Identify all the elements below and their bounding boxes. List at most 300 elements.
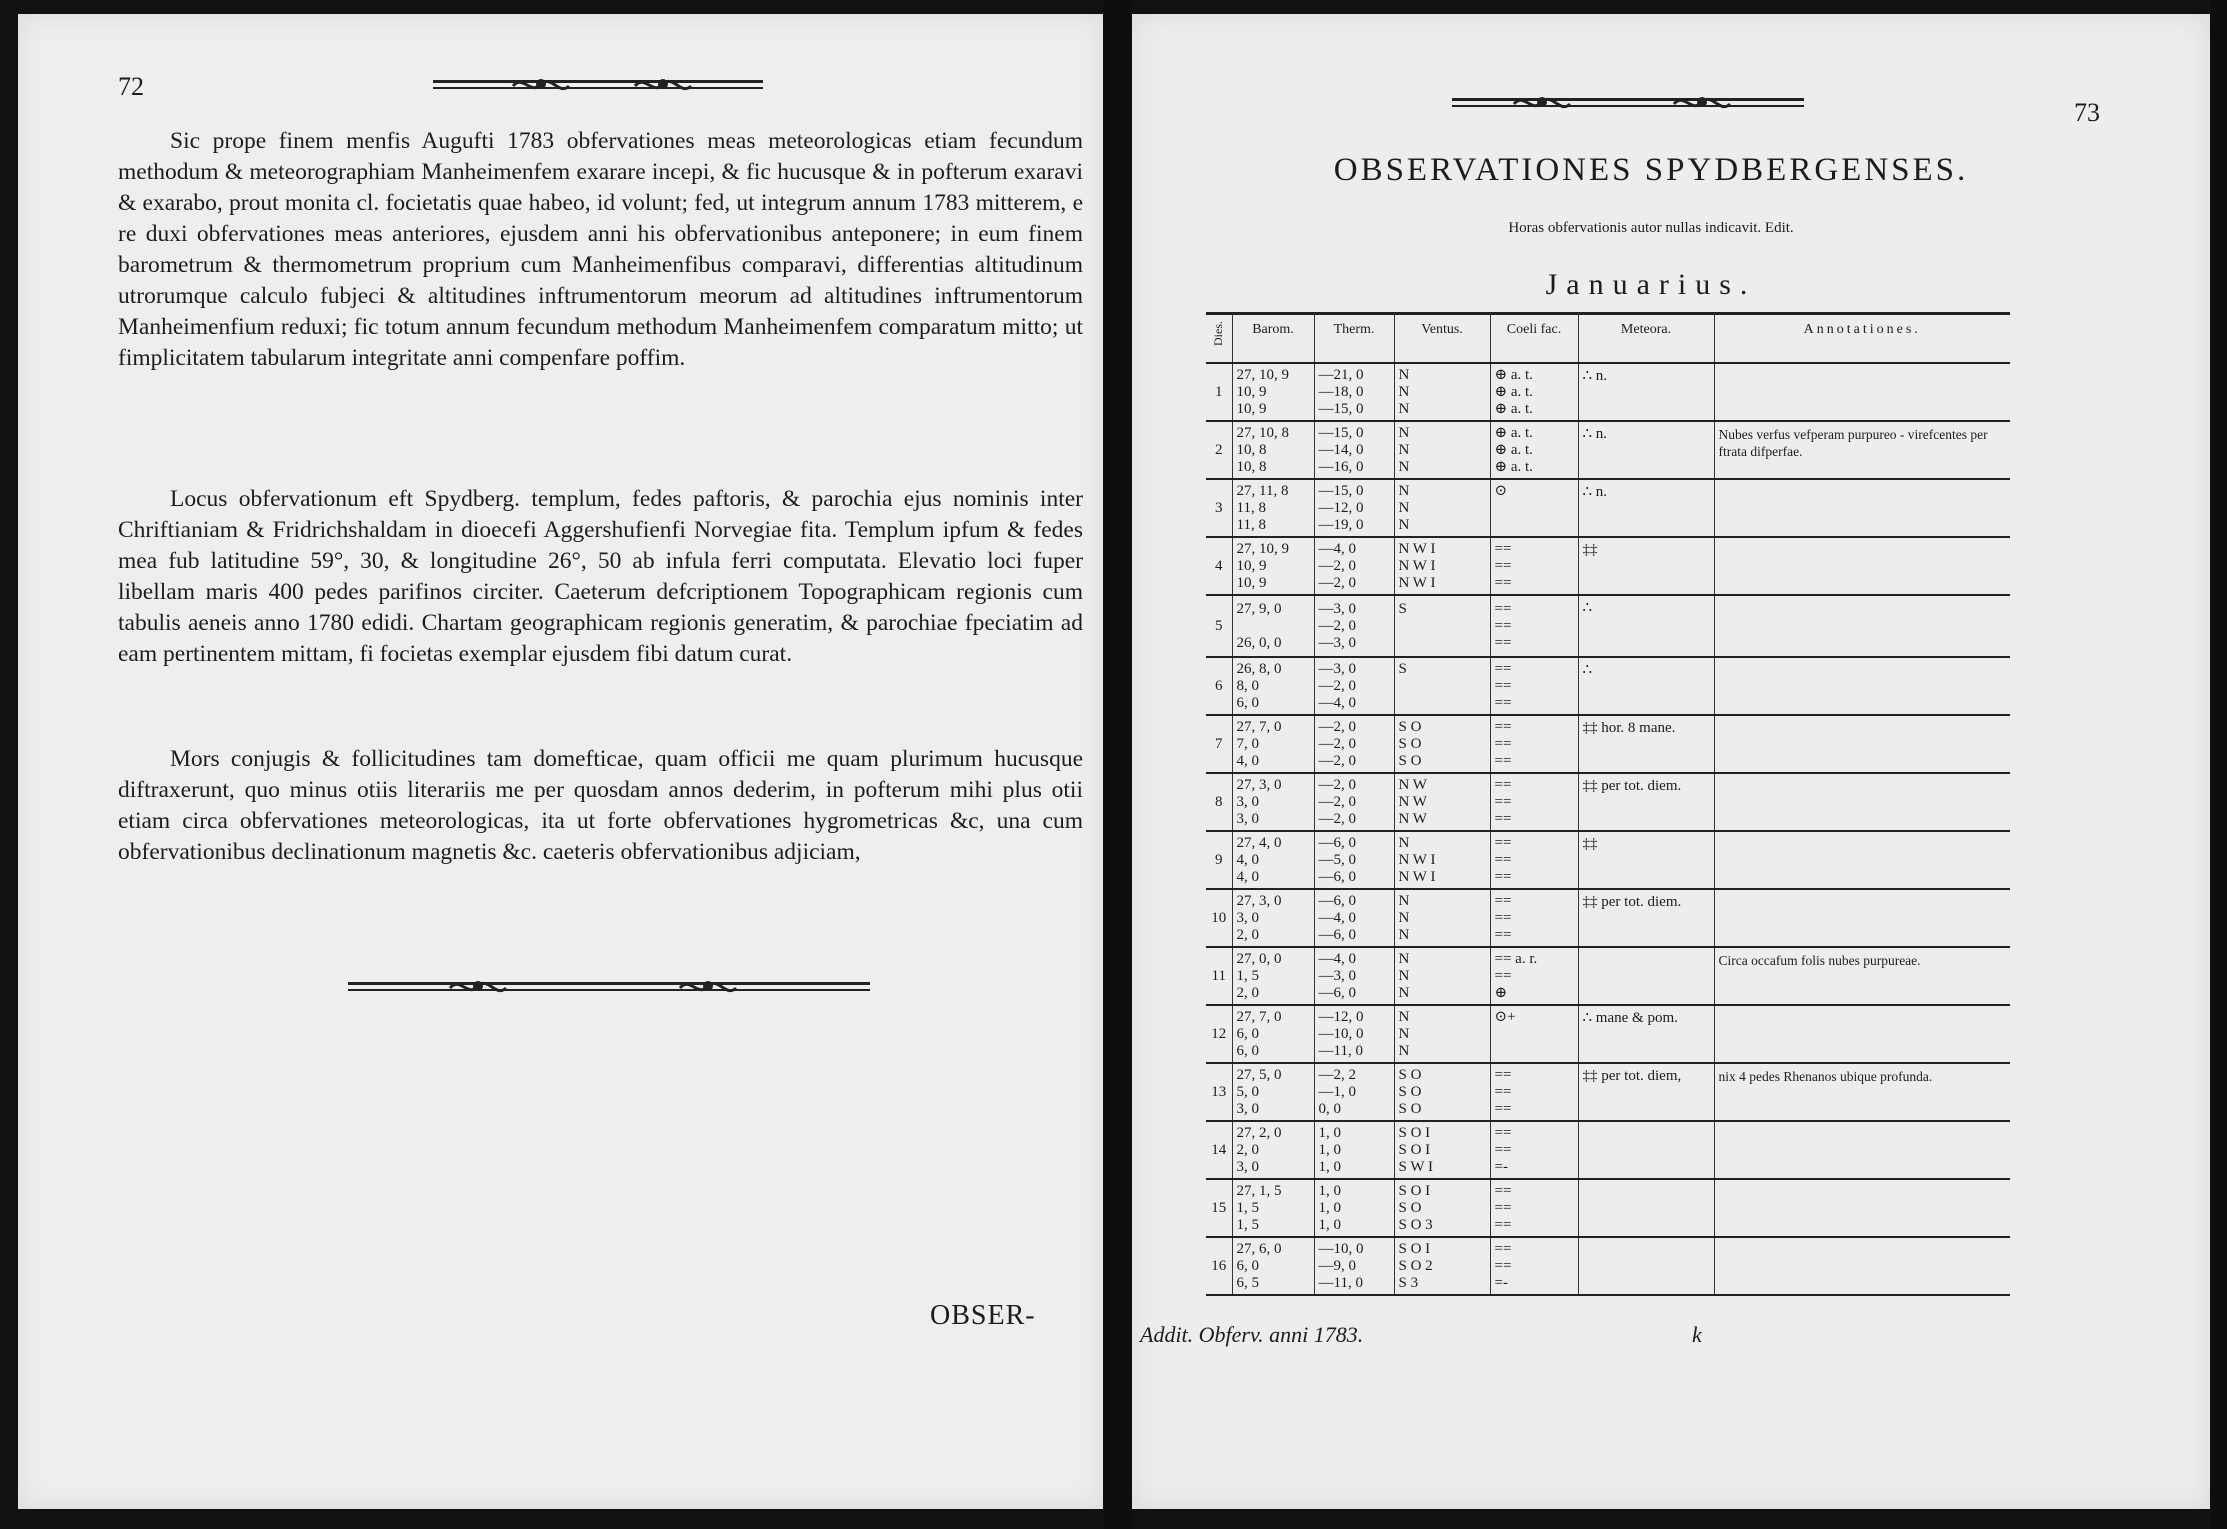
coeli-line: == (1494, 600, 1512, 617)
table-row (1206, 1063, 2010, 1121)
meteora-cell (1578, 715, 1714, 773)
coeli-line: =- (1494, 1158, 1508, 1175)
ventus-line: S (1398, 600, 1407, 617)
ventus-line: S O I (1398, 1240, 1431, 1257)
day-cell: 7 (1206, 715, 1232, 773)
coeli-line: == (1494, 1240, 1512, 1257)
meteora-cell (1578, 773, 1714, 831)
ventus-line: N W I (1398, 557, 1436, 574)
ventus-cell (1394, 363, 1490, 421)
day-cell: 11 (1206, 947, 1232, 1005)
barom-line: 3, 0 (1236, 1100, 1259, 1117)
ventus-line (1399, 695, 1486, 712)
therm-line: —2, 0 (1318, 810, 1356, 827)
table-row (1206, 1237, 2010, 1295)
coeli-line: == (1494, 1257, 1512, 1274)
ventus-line: S O I (1398, 1124, 1431, 1141)
barom-line: 10, 8 (1236, 458, 1267, 475)
meteora-cell (1578, 1237, 1714, 1295)
coeli-cell (1490, 421, 1578, 479)
meteora-cell (1578, 947, 1714, 1005)
annot-cell (1714, 1179, 2010, 1237)
annot-text: Nubes verfus vefperam purpureo - virefcentes per ftrata difperfae. (1718, 427, 1988, 459)
barom-cell (1232, 537, 1314, 595)
barom-line: 27, 4, 0 (1236, 834, 1282, 851)
therm-cell (1314, 657, 1394, 715)
meteora-cell (1578, 831, 1714, 889)
barom-line: 5, 0 (1236, 1083, 1259, 1100)
observations-table (1206, 312, 2010, 1296)
therm-line: —10, 0 (1318, 1240, 1364, 1257)
ventus-line: S O (1398, 735, 1422, 752)
day-cell: 6 (1206, 657, 1232, 715)
coeli-line: == (1494, 1124, 1512, 1141)
annot-cell (1714, 831, 2010, 889)
ventus-line: N (1398, 424, 1410, 441)
meteora-cell (1578, 595, 1714, 657)
therm-line: —2, 0 (1318, 735, 1356, 752)
therm-line: —2, 0 (1318, 776, 1356, 793)
coeli-line: =- (1494, 1274, 1508, 1291)
coeli-line: == (1494, 1100, 1512, 1117)
coeli-line: == (1494, 851, 1512, 868)
table-row (1206, 715, 2010, 773)
ventus-line (1399, 635, 1486, 652)
barom-cell (1232, 1063, 1314, 1121)
barom-line: 10, 9 (1236, 574, 1267, 591)
coeli-line: == (1494, 617, 1512, 634)
barom-line: 27, 10, 8 (1236, 424, 1289, 441)
ventus-line: N (1398, 441, 1410, 458)
therm-line: —2, 0 (1318, 793, 1356, 810)
ventus-line: N (1398, 383, 1410, 400)
therm-line: —18, 0 (1318, 383, 1364, 400)
table-row (1206, 1005, 2010, 1063)
header-annotationes: Annotationes. (1714, 314, 2010, 364)
ventus-line: N (1398, 499, 1410, 516)
day-cell: 5 (1206, 595, 1232, 657)
meteora-text: ‡‡ (1582, 836, 1598, 852)
barom-line: 27, 3, 0 (1236, 776, 1282, 793)
barom-line: 1, 5 (1236, 1216, 1259, 1233)
ventus-line: S O (1398, 752, 1422, 769)
coeli-line: ⊙+ (1494, 1008, 1516, 1025)
table-row (1206, 947, 2010, 1005)
therm-line: —6, 0 (1318, 834, 1356, 851)
barom-line: 10, 8 (1236, 441, 1267, 458)
page-subtitle: Horas obfervationis autor nullas indicavit. Edit. (1508, 220, 1794, 236)
therm-cell (1314, 889, 1394, 947)
table-row (1206, 1179, 2010, 1237)
meteora-text: ‡‡ per tot. diem, (1582, 1068, 1682, 1084)
coeli-cell (1490, 889, 1578, 947)
barom-line: 10, 9 (1236, 383, 1267, 400)
annot-cell (1714, 595, 2010, 657)
barom-cell (1232, 363, 1314, 421)
page-number: 72 (118, 72, 144, 101)
meteora-text: ∴ n. (1582, 426, 1608, 442)
day-cell: 15 (1206, 1179, 1232, 1237)
therm-cell (1314, 1121, 1394, 1179)
coeli-line: ⊕ a. t. (1494, 400, 1533, 417)
header-ornament (1452, 92, 1804, 114)
therm-line: —6, 0 (1318, 868, 1356, 885)
coeli-line: ⊕ a. t. (1494, 441, 1533, 458)
barom-line: 11, 8 (1236, 499, 1266, 516)
therm-line: —2, 0 (1318, 718, 1356, 735)
ventus-line: S O I (1398, 1141, 1431, 1158)
ventus-line: S O (1398, 1100, 1422, 1117)
barom-cell (1232, 1237, 1314, 1295)
therm-line: —10, 0 (1318, 1025, 1364, 1042)
therm-line: —15, 0 (1318, 424, 1364, 441)
coeli-line: == (1494, 810, 1512, 827)
coeli-line (1495, 517, 1574, 534)
page-number: 73 (2074, 98, 2100, 127)
therm-line: —3, 0 (1318, 967, 1356, 984)
therm-line: 1, 0 (1318, 1124, 1341, 1141)
ventus-line: S 3 (1398, 1274, 1419, 1291)
annot-cell (1714, 773, 2010, 831)
annot-cell (1714, 1237, 2010, 1295)
ventus-line (1399, 678, 1486, 695)
meteora-text: ∴ mane & pom. (1582, 1010, 1678, 1026)
therm-cell (1314, 363, 1394, 421)
therm-line: —4, 0 (1318, 540, 1356, 557)
therm-line: —2, 0 (1318, 752, 1356, 769)
annot-text: nix 4 pedes Rhenanos ubique profunda. (1718, 1069, 1933, 1084)
barom-line: 4, 0 (1236, 868, 1259, 885)
barom-line: 10, 9 (1236, 400, 1267, 417)
barom-line: 6, 0 (1236, 1042, 1259, 1059)
ventus-line: N (1398, 926, 1410, 943)
therm-line: —11, 0 (1318, 1274, 1363, 1291)
coeli-line (1495, 1043, 1574, 1060)
ventus-cell (1394, 421, 1490, 479)
coeli-cell (1490, 773, 1578, 831)
coeli-line (1495, 500, 1574, 517)
ventus-line: N (1398, 516, 1410, 533)
barom-cell (1232, 421, 1314, 479)
therm-line: —3, 0 (1318, 600, 1356, 617)
ventus-cell (1394, 831, 1490, 889)
ventus-line: S O I (1398, 1182, 1431, 1199)
therm-line: —4, 0 (1318, 950, 1356, 967)
meteora-text: ‡‡ per tot. diem. (1582, 778, 1682, 794)
annot-cell (1714, 657, 2010, 715)
coeli-line: == (1494, 752, 1512, 769)
meteora-text: ∴ n. (1582, 368, 1608, 384)
ventus-line: N (1398, 984, 1410, 1001)
annot-text: Circa occafum folis nubes purpureae. (1718, 953, 1921, 968)
meteora-cell (1578, 537, 1714, 595)
therm-line: 0, 0 (1318, 1100, 1341, 1117)
therm-cell (1314, 421, 1394, 479)
table-row (1206, 363, 2010, 421)
ventus-line: N (1398, 967, 1410, 984)
coeli-line (1495, 1026, 1574, 1043)
ventus-cell (1394, 1237, 1490, 1295)
meteora-cell (1578, 363, 1714, 421)
therm-line: —16, 0 (1318, 458, 1364, 475)
barom-line: 4, 0 (1236, 752, 1259, 769)
barom-line: 27, 6, 0 (1236, 1240, 1282, 1257)
therm-line: —19, 0 (1318, 516, 1364, 533)
ventus-line: N (1398, 458, 1410, 475)
paragraph-3: Mors conjugis & follicitudines tam domefticae, quam officii me quam plurimum hucusque diftraxerunt, quo minus otiis literariis me per quosdam annos dederim, in pofterum mihi plus otii etiam circa obfervationes meteorologicas, ita ut forte obfervationes hygrometricas &c, una cum obfervationibus declinationum magnetis &c. caeteris obfervationibus adjiciam, (118, 746, 1083, 865)
day-cell: 2 (1206, 421, 1232, 479)
day-cell: 12 (1206, 1005, 1232, 1063)
coeli-cell (1490, 831, 1578, 889)
therm-line: —1, 0 (1318, 1083, 1356, 1100)
meteora-text: ‡‡ per tot. diem. (1582, 894, 1682, 910)
ventus-line: S O (1398, 1199, 1422, 1216)
ventus-line: N W (1398, 810, 1427, 827)
coeli-cell (1490, 1179, 1578, 1237)
meteora-text: ‡‡ (1582, 542, 1598, 558)
coeli-cell (1490, 1121, 1578, 1179)
annot-cell (1714, 479, 2010, 537)
ventus-line: N W (1398, 776, 1427, 793)
meteora-cell (1578, 1063, 1714, 1121)
coeli-line: == (1494, 1216, 1512, 1233)
day-cell: 13 (1206, 1063, 1232, 1121)
ventus-line: N (1398, 834, 1410, 851)
catchword: OBSER- (930, 1300, 1036, 1331)
therm-cell (1314, 1005, 1394, 1063)
coeli-line: == (1494, 718, 1512, 735)
table-row (1206, 773, 2010, 831)
coeli-line: ⊕ (1494, 984, 1508, 1001)
table-header-row (1206, 314, 2010, 364)
coeli-line: == (1494, 634, 1512, 651)
day-cell: 10 (1206, 889, 1232, 947)
therm-line: 1, 0 (1318, 1141, 1341, 1158)
annot-cell (1714, 421, 2010, 479)
therm-line: —14, 0 (1318, 441, 1364, 458)
ventus-line: N (1398, 950, 1410, 967)
coeli-line: == (1494, 1182, 1512, 1199)
barom-line: 27, 10, 9 (1236, 540, 1289, 557)
therm-cell (1314, 595, 1394, 657)
barom-cell (1232, 773, 1314, 831)
barom-line: 1, 5 (1236, 967, 1259, 984)
coeli-line: == (1494, 1083, 1512, 1100)
annot-cell (1714, 1121, 2010, 1179)
meteora-text: ∴ (1582, 662, 1593, 678)
ventus-cell (1394, 657, 1490, 715)
therm-line: —6, 0 (1318, 926, 1356, 943)
table-row (1206, 657, 2010, 715)
barom-line: 3, 0 (1236, 1158, 1259, 1175)
ventus-cell (1394, 889, 1490, 947)
paragraph-1: Sic prope finem menfis Augufti 1783 obfervationes meas meteorologicas etiam fecundum methodum & meteorographiam Manheimenfem exarare incepi, & fic hucusque & in pofterum exaravi & exarabo, prout monita cl. focietatis quae habeo, id volunt; fed, ut integrum annum 1783 mitterem, e re duxi obfervationes meas anteriores, ejusdem anni his obfervationibus anteponere; in eum finem barometrum & thermometrum proprium cum Manheimenfibus comparavi, differentias altitudinum utrorumque calculo fubjeci & altitudines inftrumentorum meorum ad altitudines inftrumentorum Manheimenfium reduxi; fic totum annum fecundum methodum Manheimenfem comparatum mitto; ut fimplicitatem tabularum integritate anni compenfare poffim. (118, 128, 1083, 371)
barom-line: 6, 5 (1236, 1274, 1259, 1291)
coeli-line: ⊕ a. t. (1494, 458, 1533, 475)
ventus-line: S O (1398, 1066, 1422, 1083)
paragraph-2: Locus obfervationum eft Spydberg. templum, fedes paftoris, & parochia ejus nominis inter Chriftianiam & Fridrichshaldam in dioecefi Aggershufienfi Norvegiae fita. Templum ipfum & fedes mea fub latitudine 59°, 30, & longitudine 26°, 50 ab infula ferri computata. Elevatio loci fuper libellam maris 400 pedes parifinos circiter. Caeterum defcriptionem Topographicam regionis cum tabulis aeneis anno 1780 edidi. Chartam geographicam regionis generatim, & parochiae fpeciatim ad eam pertinentem mittam, fi focietas exemplar ejusdem fibi datum curat. (118, 486, 1083, 667)
barom-line: 27, 3, 0 (1236, 892, 1282, 909)
barom-line: 2, 0 (1236, 1141, 1259, 1158)
barom-line: 6, 0 (1236, 694, 1259, 711)
annot-cell (1714, 1063, 2010, 1121)
therm-cell (1314, 1179, 1394, 1237)
therm-line: —3, 0 (1318, 634, 1356, 651)
coeli-line: == (1494, 776, 1512, 793)
table-row (1206, 421, 2010, 479)
ventus-line: N W I (1398, 851, 1436, 868)
coeli-line: == (1494, 694, 1512, 711)
barom-line: 1, 5 (1236, 1199, 1259, 1216)
coeli-cell (1490, 595, 1578, 657)
therm-cell (1314, 715, 1394, 773)
coeli-cell (1490, 947, 1578, 1005)
barom-line: 11, 8 (1236, 516, 1266, 533)
ventus-cell (1394, 1063, 1490, 1121)
therm-cell (1314, 479, 1394, 537)
therm-line: —2, 2 (1318, 1066, 1356, 1083)
table-row (1206, 889, 2010, 947)
coeli-line: == (1494, 574, 1512, 591)
coeli-line: == (1494, 834, 1512, 851)
therm-line: 1, 0 (1318, 1199, 1341, 1216)
right-page (1132, 14, 2210, 1509)
ventus-line: N (1398, 1042, 1410, 1059)
meteora-cell (1578, 1005, 1714, 1063)
meteora-cell (1578, 1121, 1714, 1179)
ventus-line: S O 2 (1398, 1257, 1433, 1274)
ventus-cell (1394, 1121, 1490, 1179)
coeli-line: == (1494, 926, 1512, 943)
therm-line: —3, 0 (1318, 660, 1356, 677)
ventus-cell (1394, 595, 1490, 657)
therm-line: —4, 0 (1318, 694, 1356, 711)
coeli-line: == (1494, 540, 1512, 557)
coeli-line: == (1494, 1141, 1512, 1158)
therm-line: —12, 0 (1318, 499, 1364, 516)
barom-line: 3, 0 (1236, 909, 1259, 926)
barom-line: 3, 0 (1236, 793, 1259, 810)
day-cell: 1 (1206, 363, 1232, 421)
coeli-cell (1490, 715, 1578, 773)
barom-line: 27, 5, 0 (1236, 1066, 1282, 1083)
barom-line: 27, 9, 0 (1236, 600, 1282, 617)
therm-cell (1314, 1237, 1394, 1295)
coeli-cell (1490, 1237, 1578, 1295)
meteora-cell (1578, 1179, 1714, 1237)
barom-line: 27, 7, 0 (1236, 718, 1282, 735)
header-meteora: Meteora. (1578, 314, 1714, 364)
annot-cell (1714, 1005, 2010, 1063)
therm-line: —15, 0 (1318, 482, 1364, 499)
ventus-line: N W I (1398, 574, 1436, 591)
ventus-line: S W I (1398, 1158, 1433, 1175)
header-barom: Barom. (1232, 314, 1314, 364)
therm-line: 1, 0 (1318, 1216, 1341, 1233)
annot-cell (1714, 715, 2010, 773)
barom-cell (1232, 947, 1314, 1005)
therm-line: 1, 0 (1318, 1158, 1341, 1175)
therm-line: —9, 0 (1318, 1257, 1356, 1274)
meteora-text: ∴ n. (1582, 484, 1608, 500)
barom-line: 7, 0 (1236, 735, 1259, 752)
barom-cell (1232, 715, 1314, 773)
table-body (1206, 363, 2010, 1295)
ventus-line: S O (1398, 1083, 1422, 1100)
barom-line: 26, 8, 0 (1236, 660, 1282, 677)
meteora-text: ‡‡ hor. 8 mane. (1582, 720, 1676, 736)
barom-cell (1232, 595, 1314, 657)
ventus-line: N (1398, 400, 1410, 417)
therm-cell (1314, 831, 1394, 889)
barom-line: 27, 0, 0 (1236, 950, 1282, 967)
annot-cell (1714, 947, 2010, 1005)
coeli-cell (1490, 537, 1578, 595)
barom-line: 27, 10, 9 (1236, 366, 1289, 383)
coeli-line: == (1494, 557, 1512, 574)
coeli-cell (1490, 657, 1578, 715)
ventus-line: N (1398, 909, 1410, 926)
coeli-line: == (1494, 1066, 1512, 1083)
day-cell: 4 (1206, 537, 1232, 595)
day-cell: 16 (1206, 1237, 1232, 1295)
header-coeli: Coeli fac. (1490, 314, 1578, 364)
barom-cell (1232, 657, 1314, 715)
ventus-line: N W I (1398, 868, 1436, 885)
day-cell: 3 (1206, 479, 1232, 537)
ventus-line: N (1398, 1008, 1410, 1025)
therm-line: —5, 0 (1318, 851, 1356, 868)
closing-ornament (348, 976, 870, 998)
barom-line: 27, 2, 0 (1236, 1124, 1282, 1141)
signature-mark: k (1692, 1322, 1702, 1347)
coeli-line: == (1494, 909, 1512, 926)
therm-cell (1314, 947, 1394, 1005)
meteora-text: ∴ (1582, 600, 1593, 616)
ventus-line (1399, 618, 1486, 635)
coeli-line: == (1494, 892, 1512, 909)
therm-line: —6, 0 (1318, 984, 1356, 1001)
meteora-cell (1578, 657, 1714, 715)
table-row (1206, 1121, 2010, 1179)
barom-line: 10, 9 (1236, 557, 1267, 574)
coeli-cell (1490, 479, 1578, 537)
barom-line: 4, 0 (1236, 851, 1259, 868)
therm-line: —15, 0 (1318, 400, 1364, 417)
ventus-line: N W (1398, 793, 1427, 810)
coeli-line: ⊕ a. t. (1494, 366, 1533, 383)
ventus-cell (1394, 947, 1490, 1005)
therm-line: —21, 0 (1318, 366, 1364, 383)
barom-line: 8, 0 (1236, 677, 1259, 694)
coeli-line: == (1494, 677, 1512, 694)
therm-line: —6, 0 (1318, 892, 1356, 909)
coeli-cell (1490, 1063, 1578, 1121)
barom-cell (1232, 889, 1314, 947)
header-ornament (433, 74, 763, 96)
therm-line: 1, 0 (1318, 1182, 1341, 1199)
ventus-cell (1394, 1179, 1490, 1237)
page-title: OBSERVATIONES SPYDBERGENSES. (1333, 152, 1969, 188)
barom-line: 6, 0 (1236, 1257, 1259, 1274)
barom-line (1237, 618, 1310, 635)
coeli-line: ⊕ a. t. (1494, 383, 1533, 400)
barom-line: 3, 0 (1236, 810, 1259, 827)
table-row (1206, 537, 2010, 595)
day-cell: 14 (1206, 1121, 1232, 1179)
coeli-line: == (1494, 735, 1512, 752)
therm-cell (1314, 773, 1394, 831)
